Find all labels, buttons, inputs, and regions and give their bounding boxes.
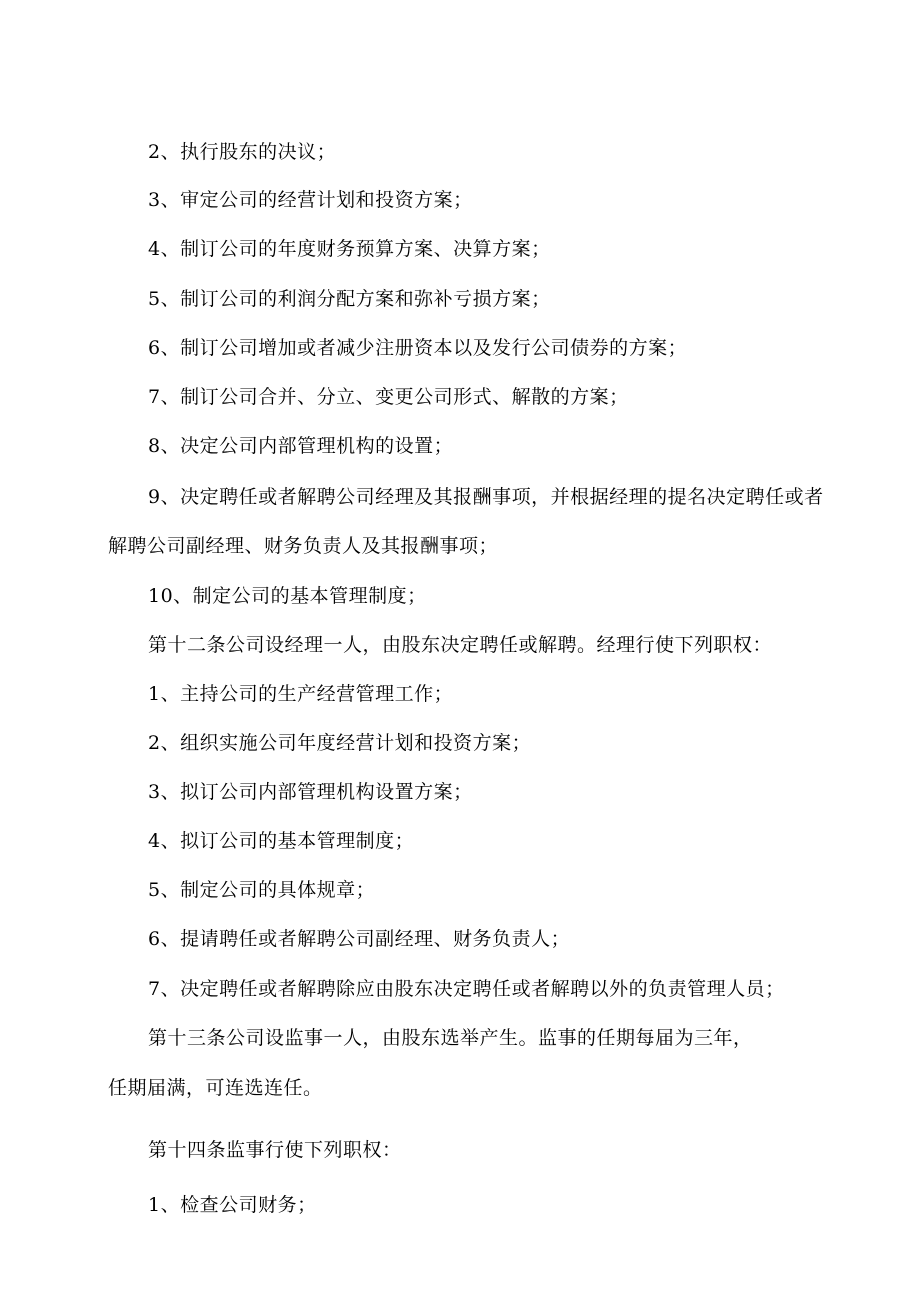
text-line-8: 9、决定聘任或者解聘公司经理及其报酬事项，并根据经理的提名决定聘任或者 [148,486,824,508]
text-line-12: 1、主持公司的生产经营管理工作； [148,683,454,705]
text-line-14: 3、拟订公司内部管理机构设置方案； [148,781,473,803]
text-line-5: 6、制订公司增加或者减少注册资本以及发行公司债券的方案； [148,337,688,359]
text-line-21: 第十四条监事行使下列职权： [148,1139,402,1161]
text-line-3: 4、制订公司的年度财务预算方案、决算方案； [148,238,551,260]
text-line-18: 7、决定聘任或者解聘除应由股东决定聘任或者解聘以外的负责管理人员； [148,978,785,1000]
text-line-6: 7、制订公司合并、分立、变更公司形式、解散的方案； [148,386,629,408]
text-line-11: 第十二条公司设经理一人，由股东决定聘任或解聘。经理行使下列职权： [148,634,773,656]
text-line-7: 8、决定公司内部管理机构的设置； [148,435,454,457]
text-line-20: 任期届满，可连选连任。 [108,1077,323,1099]
text-line-13: 2、组织实施公司年度经营计划和投资方案； [148,732,532,754]
text-line-19: 第十三条公司设监事一人，由股东选举产生。监事的任期每届为三年， [148,1027,753,1049]
text-line-4: 5、制订公司的利润分配方案和弥补亏损方案； [148,288,551,310]
text-line-16: 5、制定公司的具体规章； [148,879,376,901]
text-line-2: 3、审定公司的经营计划和投资方案； [148,189,473,211]
text-line-1: 2、执行股东的决议； [148,141,337,163]
text-line-10: 10、制定公司的基本管理制度； [148,585,427,607]
text-line-17: 6、提请聘任或者解聘公司副经理、财务负责人； [148,928,571,950]
text-line-22: 1、检查公司财务； [148,1194,317,1216]
text-line-9: 解聘公司副经理、财务负责人及其报酬事项； [108,535,499,557]
text-line-15: 4、拟订公司的基本管理制度； [148,830,415,852]
